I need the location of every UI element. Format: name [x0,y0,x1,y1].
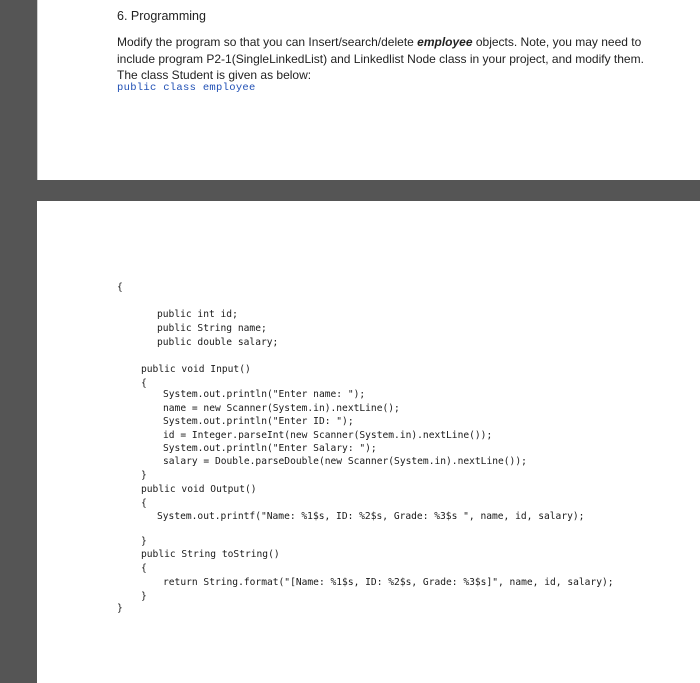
code-close-brace: } [117,603,123,614]
input-method-signature: public void Input() [141,364,251,375]
employee-emphasis: employee [417,35,473,49]
input-line-2: name = new Scanner(System.in).nextLine(); [163,403,400,414]
left-sidebar [0,0,37,683]
tostring-method-signature: public String toString() [141,549,280,560]
output-open-brace: { [141,498,147,509]
tostring-line-1: return String.format("[Name: %1$s, ID: %2$s, Grade: %3$s]", name, id, salary); [163,577,614,588]
tostring-close-brace: } [141,591,147,602]
question-line-1: Modify the program so that you can Insert/search/delete employee objects. Note, you may need to [117,35,642,49]
output-close-brace: } [141,536,147,547]
input-close-brace: } [141,470,147,481]
question-line-3: The class Student is given as below: [117,68,312,82]
code-open-brace: { [117,282,123,293]
output-method-signature: public void Output() [141,484,257,495]
class-declaration: public class employee [117,82,256,94]
input-line-5: System.out.println("Enter Salary: "); [163,443,377,454]
field-salary: public double salary; [157,337,279,348]
question-line-2: include program P2-1(SingleLinkedList) and Linkedlist Node class in your project, and modify them. [117,51,644,66]
input-line-3: System.out.println("Enter ID: "); [163,416,354,427]
input-open-brace: { [141,378,147,389]
tostring-open-brace: { [141,563,147,574]
field-name: public String name; [157,323,267,334]
screenshot-divider [37,180,700,201]
input-line-6: salary = Double.parseDouble(new Scanner(System.in).nextLine()); [163,456,527,467]
field-id: public int id; [157,309,238,320]
question-text [117,34,677,84]
input-line-4: id = Integer.parseInt(new Scanner(System.in).nextLine()); [163,430,493,441]
question-heading: 6. Programming [117,9,206,23]
output-line-1: System.out.printf("Name: %1$s, ID: %2$s, Grade: %3$s ", name, id, salary); [157,511,585,522]
input-line-1: System.out.println("Enter name: "); [163,389,366,400]
